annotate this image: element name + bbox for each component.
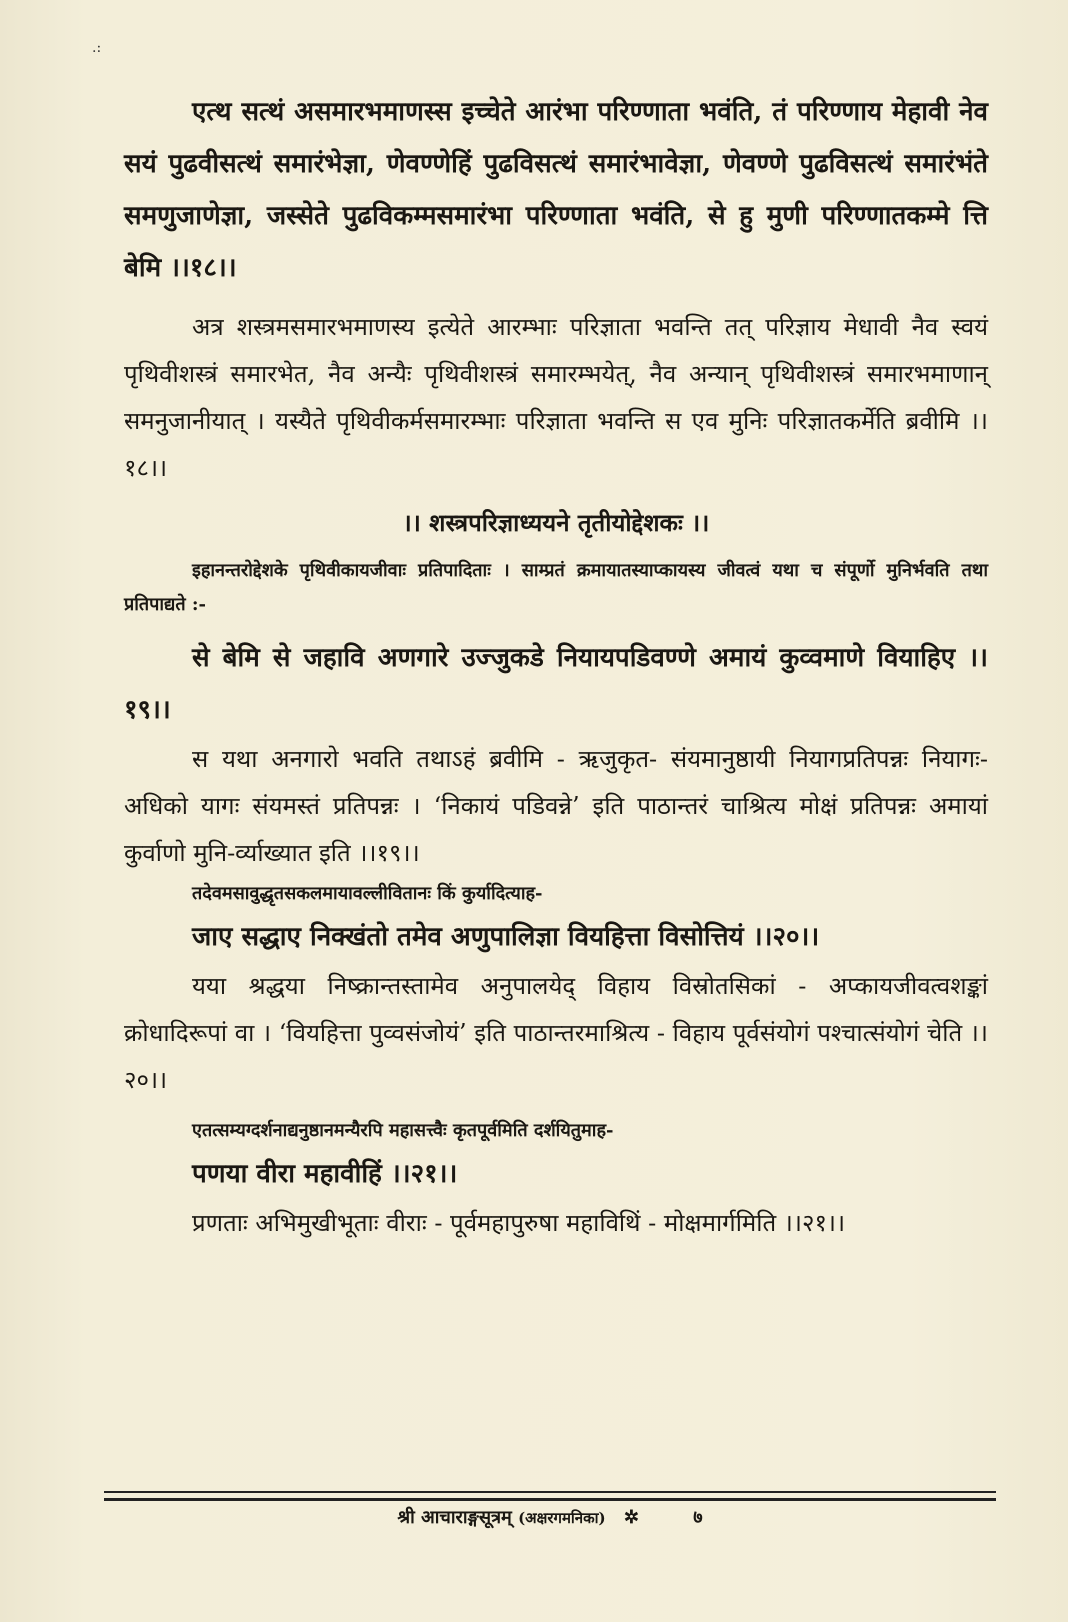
footer-subtitle: (अक्षरगमनिका) xyxy=(518,1509,606,1527)
sutra-19-prakrit: से बेमि से जहावि अणगारे उज्जुकडे नियायपडिवण्णे अमायं कुव्वमाणे वियाहिए ।।१९।। xyxy=(124,643,988,725)
sutra-20-sanskrit: यया श्रद्धया निष्क्रान्तस्तामेव अनुपालयेद् विहाय विस्रोतसिकां - अप्कायजीवत्वशङ्कां क्रोधादिरूपां वा । ‘वियहित्ता पुव्वसंजोयं’ इति पाठान्तरमाश्रित्य - विहाय पूर्वसंयोगं पश्चात्संयोगं चेति ।।२०।। xyxy=(124,972,988,1094)
sutra-20-prakrit: जाए सद्धाए निक्खंतो तमेव अणुपालिज्ञा वियहित्ता विसोत्तियं ।।२०।। xyxy=(192,922,820,952)
sutra-18-prakrit: एत्थ सत्थं असमारभमाणस्स इच्चेते आरंभा परिण्णाता भवंति, तं परिण्णाय मेहावी नेव सयं पुढवीसत्थं समारंभेज्ञा, णेवण्णेहिं पुढविसत्थं समारंभावेज्ञा, णेवण्णे पुढविसत्थं समारंभंते समणुजाणेज्ञा, जस्सेते पुढविकम्मसमारंभा परिण्णाता भवंति, से हु मुणी परिण्णातकम्मे त्ति बेमि ।।१८।। xyxy=(124,97,988,283)
ornament-icon: ✲ xyxy=(623,1507,640,1528)
intro-20: तदेवमसावुद्धृतसकलमायावल्लीवितानः किं कुर्यादित्याह- xyxy=(192,883,543,904)
intro-19: इहानन्तरोद्देशके पृथिवीकायजीवाः प्रतिपादिताः । साम्प्रतं क्रमायातस्याप्कायस्य जीवत्वं यथा च संपूर्णो मुनिर्भवति तथा प्रतिपाद्यते :- xyxy=(124,560,988,615)
footer-title: श्री आचाराङ्गसूत्रम् xyxy=(397,1507,512,1528)
sutra-18-sanskrit: अत्र शस्त्रमसमारभमाणस्य इत्येते आरम्भाः परिज्ञाता भवन्ति तत् परिज्ञाय मेधावी नैव स्वयं पृथिवीशस्त्रं समारभेत, नैव अन्यैः पृथिवीशस्त्रं समारम्भयेत्, नैव अन्यान् पृथिवीशस्त्रं समारभमाणान् समनुजानीयात् । यस्यैते पृथिवीकर्मसमारम्भाः परिज्ञाता भवन्ति स एव मुनिः परिज्ञातकर्मेति ब्रवीमि ।।१८।। xyxy=(124,313,988,482)
footer-rule xyxy=(104,1491,996,1501)
intro-21: एतत्सम्यग्दर्शनाद्यनुष्ठानमन्यैरपि महासत्त्वैः कृतपूर्वमिति दर्शयितुमाह- xyxy=(192,1120,614,1141)
page-number: ७ xyxy=(693,1507,703,1528)
page-footer xyxy=(104,1505,996,1529)
sutra-19-sanskrit: स यथा अनगारो भवति तथाऽहं ब्रवीमि - ऋजुकृत- संयमानुष्ठायी नियागप्रतिपन्नः नियागः- अधिको यागः संयमस्तं प्रतिपन्नः । ‘निकायं पडिवन्ने’ इति पाठान्तरं चाश्रित्य मोक्षं प्रतिपन्नः अमायां कुर्वाणो मुनि-र्व्याख्यात इति ।।१९।। xyxy=(124,745,988,867)
sutra-21-sanskrit: प्रणताः अभिमुखीभूताः वीराः - पूर्वमहापुरुषा महाविथिं - मोक्षमार्गमिति ।।२१।। xyxy=(192,1209,846,1237)
page-body xyxy=(124,86,988,1247)
uddeshaka-heading: ।। शस्त्रपरिज्ञाध्ययने तृतीयोद्देशकः ।। xyxy=(402,508,710,537)
sutra-21-prakrit: पणया वीरा महावीहिं ।।२१।। xyxy=(192,1159,458,1189)
corner-mark: .: xyxy=(92,40,102,56)
